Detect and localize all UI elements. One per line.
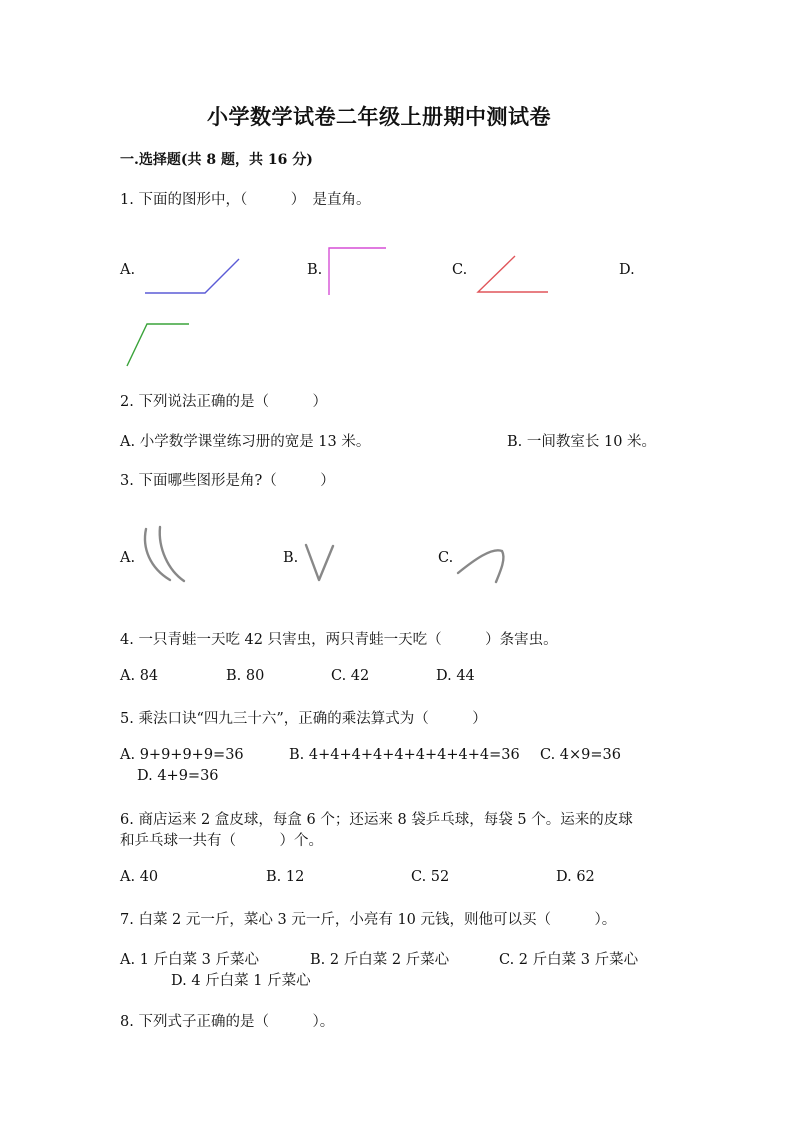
question-4-text: 4. 一只青蛙一天吃 42 只害虫，两只青蛙一天吃（ ）条害虫。 (120, 632, 558, 648)
question-6-text-line-1: 6. 商店运来 2 盒皮球，每盒 6 个；还运来 8 袋乒乓球，每袋 5 个。运来的皮球 (120, 812, 633, 828)
q5-option-a[interactable]: A. 9+9+9+9=36 (120, 747, 244, 763)
q4-option-a[interactable]: A. 84 (120, 668, 159, 684)
q3-figure-c-curve (458, 550, 503, 582)
q5-option-d[interactable]: D. 4+9=36 (137, 768, 219, 784)
q2-option-b[interactable]: B. 一间教室长 10 米。 (507, 434, 657, 450)
q5-option-c[interactable]: C. 4×9=36 (540, 747, 621, 763)
q7-option-c[interactable]: C. 2 斤白菜 3 斤菜心 (499, 952, 639, 968)
q1-option-b[interactable]: B. (307, 262, 323, 278)
q4-option-b[interactable]: B. 80 (226, 668, 265, 684)
q3-option-a[interactable]: A. (120, 550, 136, 566)
page-title: 小学数学试卷二年级上册期中测试卷 (207, 104, 551, 129)
q3-option-b[interactable]: B. (283, 550, 299, 566)
q6-option-c[interactable]: C. 52 (411, 869, 450, 885)
q5-option-b[interactable]: B. 4+4+4+4+4+4+4+4+4=36 (289, 747, 520, 763)
question-8-text: 8. 下列式子正确的是（ ）。 (120, 1014, 335, 1030)
question-5-text: 5. 乘法口诀“四九三十六”，正确的乘法算式为（ ） (120, 711, 487, 727)
question-3-text: 3. 下面哪些图形是角?（ ） (120, 473, 335, 489)
q7-option-a[interactable]: A. 1 斤白菜 3 斤菜心 (120, 952, 259, 968)
q4-option-c[interactable]: C. 42 (331, 668, 370, 684)
q6-option-d[interactable]: D. 62 (556, 869, 595, 885)
q1-option-d[interactable]: D. (619, 262, 635, 278)
q7-option-d[interactable]: D. 4 斤白菜 1 斤菜心 (171, 973, 311, 989)
q3-option-c[interactable]: C. (438, 550, 454, 566)
question-6-text-line-2: 和乒乓球一共有（ ）个。 (120, 833, 323, 849)
q1-option-c[interactable]: C. (452, 262, 468, 278)
question-2-text: 2. 下列说法正确的是（ ） (120, 394, 327, 410)
q4-option-d[interactable]: D. 44 (436, 668, 475, 684)
question-7-text: 7. 白菜 2 元一斤，菜心 3 元一斤，小亮有 10 元钱，则他可以买（ ）。 (120, 912, 617, 928)
section-heading: 一.选择题(共 8 题，共 16 分) (120, 152, 313, 168)
q1-option-a[interactable]: A. (120, 262, 136, 278)
q6-option-a[interactable]: A. 40 (120, 869, 159, 885)
q7-option-b[interactable]: B. 2 斤白菜 2 斤菜心 (310, 952, 450, 968)
q2-option-a[interactable]: A. 小学数学课堂练习册的宽是 13 米。 (120, 434, 371, 450)
question-1-text: 1. 下面的图形中，（ ） 是直角。 (120, 192, 371, 208)
q6-option-b[interactable]: B. 12 (266, 869, 305, 885)
